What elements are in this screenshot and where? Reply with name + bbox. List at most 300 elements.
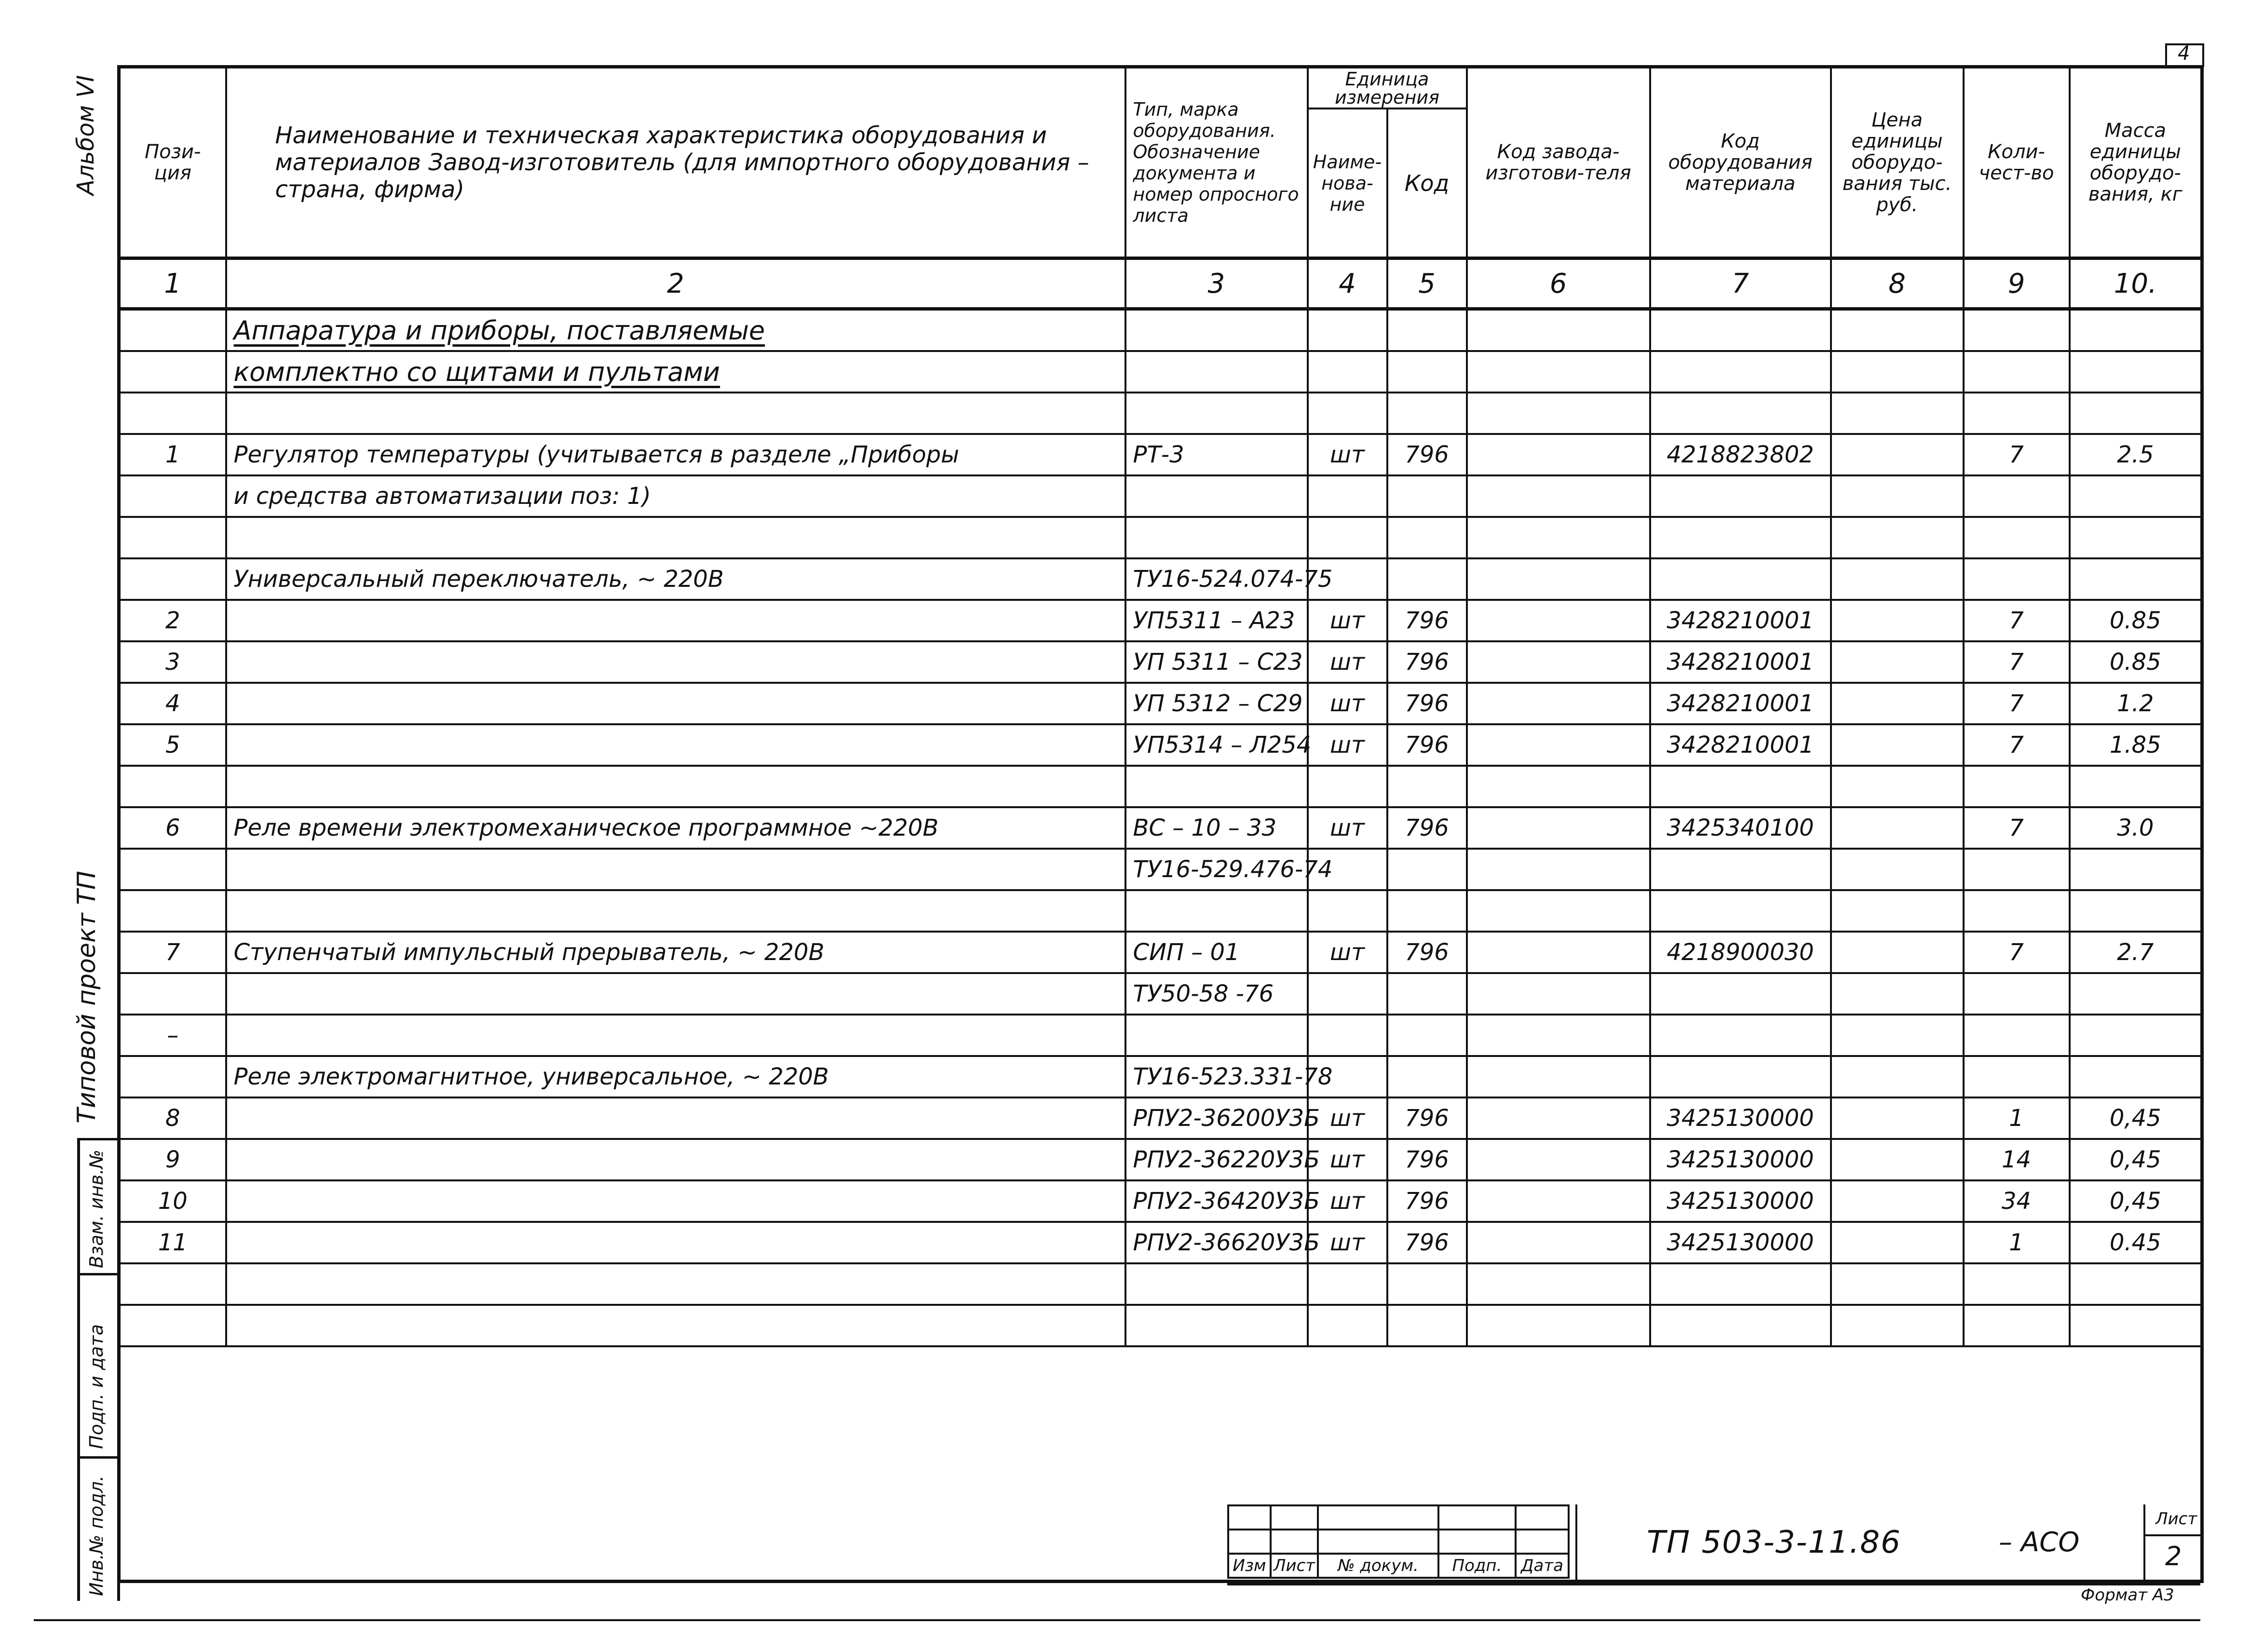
manufacturer-code-cell [1467, 393, 1650, 434]
quantity-cell [1964, 766, 2070, 807]
album-label: Альбом VI [72, 75, 99, 195]
unit-code-cell [1387, 890, 1467, 932]
price-cell [1831, 600, 1964, 641]
column-number: 6 [1467, 258, 1650, 309]
unit-code-cell: 796 [1387, 724, 1467, 766]
unit-name-cell: шт [1308, 807, 1387, 849]
column-number: 3 [1125, 258, 1308, 309]
mass-cell: 1.85 [2070, 724, 2202, 766]
name-cell: Универсальный переключатель, ~ 220В [226, 558, 1125, 600]
sheet-number-box [2165, 43, 2204, 67]
type-cell: ТУ16-524.074-75 [1125, 558, 1308, 600]
unit-name-cell: шт [1308, 600, 1387, 641]
equipment-code-cell [1650, 558, 1831, 600]
specification-table [117, 65, 2204, 1583]
equipment-code-cell [1650, 517, 1831, 558]
column-number: 10. [2070, 258, 2202, 309]
unit-name-cell: шт [1308, 724, 1387, 766]
name-cell [226, 351, 1125, 393]
price-cell [1831, 683, 1964, 724]
unit-name-cell: шт [1308, 641, 1387, 683]
table-row [119, 890, 2202, 932]
price-cell [1831, 475, 1964, 517]
mass-cell [2070, 890, 2202, 932]
unit-code-cell [1387, 973, 1467, 1015]
unit-code-cell [1387, 1015, 1467, 1056]
type-cell [1125, 393, 1308, 434]
manufacturer-code-cell [1467, 475, 1650, 517]
quantity-cell: 34 [1964, 1180, 2070, 1222]
header-mass: Масса единицы оборудо-вания, кг [2070, 67, 2202, 258]
position-cell [119, 1263, 226, 1305]
name-cell [226, 1305, 1125, 1346]
unit-code-cell: 796 [1387, 1222, 1467, 1263]
equipment-code-cell: 3425130000 [1650, 1222, 1831, 1263]
price-cell [1831, 517, 1964, 558]
manufacturer-code-cell [1467, 1305, 1650, 1346]
unit-name-cell [1308, 351, 1387, 393]
type-cell: ТУ50-58 -76 [1125, 973, 1308, 1015]
table-row [119, 475, 2202, 517]
column-number-row [119, 258, 2202, 309]
unit-code-cell [1387, 558, 1467, 600]
position-cell: 10 [119, 1180, 226, 1222]
price-cell [1831, 1015, 1964, 1056]
equipment-code-cell: 3425130000 [1650, 1139, 1831, 1180]
header-qty: Коли-чест-во [1964, 67, 2070, 258]
quantity-cell: 1 [1964, 1222, 2070, 1263]
price-cell [1831, 434, 1964, 475]
mass-cell: 2.5 [2070, 434, 2202, 475]
price-cell [1831, 890, 1964, 932]
price-cell [1831, 1097, 1964, 1139]
sheet-cell-hline [2143, 1534, 2200, 1536]
unit-name-cell: шт [1308, 1139, 1387, 1180]
header-unit-code: Код [1387, 108, 1467, 258]
type-cell: УП 5311 – С23 [1125, 641, 1308, 683]
name-cell [226, 517, 1125, 558]
position-cell: – [119, 1015, 226, 1056]
stamp-cell-inv: Инв.№ подл. [86, 1475, 107, 1596]
table-row [119, 807, 2202, 849]
title-block [1227, 1504, 2200, 1605]
position-cell: 9 [119, 1139, 226, 1180]
type-cell: РПУ2-36420У3Б [1125, 1180, 1308, 1222]
name-cell [226, 683, 1125, 724]
price-cell [1831, 807, 1964, 849]
table-row [119, 1180, 2202, 1222]
position-cell: 4 [119, 683, 226, 724]
name-cell [226, 890, 1125, 932]
position-cell: 3 [119, 641, 226, 683]
manufacturer-code-cell [1467, 434, 1650, 475]
position-cell: 1 [119, 434, 226, 475]
position-cell [119, 973, 226, 1015]
header-pos: Пози-ция [119, 67, 226, 258]
price-cell [1831, 641, 1964, 683]
type-cell: ТУ16-523.331-78 [1125, 1056, 1308, 1097]
document-designation: ТП 503-3-11.86 [1647, 1525, 1901, 1560]
quantity-cell [1964, 393, 2070, 434]
manufacturer-code-cell [1467, 1263, 1650, 1305]
equipment-code-cell [1650, 393, 1831, 434]
manufacturer-code-cell [1467, 1139, 1650, 1180]
quantity-cell [1964, 309, 2070, 352]
unit-name-cell [1308, 393, 1387, 434]
name-cell [226, 973, 1125, 1015]
rev-label-sign: Подп. [1438, 1554, 1516, 1578]
column-number: 8 [1831, 258, 1964, 309]
manufacturer-code-cell [1467, 1015, 1650, 1056]
stamp-top-line [77, 1138, 120, 1140]
quantity-cell: 7 [1964, 724, 2070, 766]
specification-body [119, 258, 2202, 1582]
unit-name-cell: шт [1308, 1222, 1387, 1263]
equipment-code-cell: 3428210001 [1650, 683, 1831, 724]
position-cell: 6 [119, 807, 226, 849]
manufacturer-code-cell [1467, 1222, 1650, 1263]
type-cell [1125, 890, 1308, 932]
mass-cell [2070, 475, 2202, 517]
unit-name-cell [1308, 973, 1387, 1015]
mass-cell: 3.0 [2070, 807, 2202, 849]
quantity-cell [1964, 849, 2070, 890]
price-cell [1831, 724, 1964, 766]
unit-name-cell: шт [1308, 1180, 1387, 1222]
name-cell [226, 393, 1125, 434]
unit-code-cell: 796 [1387, 1180, 1467, 1222]
header-name: Наименование и техническая характеристика оборудования и материалов Завод-изготовитель (для импортного оборудования – страна, фирма) [226, 67, 1125, 258]
header-unit-name: Наиме-нова-ние [1308, 108, 1387, 258]
position-cell [119, 351, 226, 393]
mass-cell [2070, 1056, 2202, 1097]
unit-code-cell [1387, 475, 1467, 517]
manufacturer-code-cell [1467, 683, 1650, 724]
unit-name-cell [1308, 890, 1387, 932]
equipment-code-cell: 3428210001 [1650, 724, 1831, 766]
column-number: 2 [226, 258, 1125, 309]
name-cell [226, 1139, 1125, 1180]
equipment-code-cell: 4218823802 [1650, 434, 1831, 475]
name-cell: Регулятор температуры (учитывается в разделе „Приборы [226, 434, 1125, 475]
header-equipment-code: Код оборудования материала [1650, 67, 1831, 258]
position-cell [119, 766, 226, 807]
name-cell: и средства автоматизации поз: 1) [226, 475, 1125, 517]
manufacturer-code-cell [1467, 807, 1650, 849]
mass-cell [2070, 393, 2202, 434]
quantity-cell: 14 [1964, 1139, 2070, 1180]
position-cell [119, 393, 226, 434]
position-cell: 5 [119, 724, 226, 766]
table-row [119, 600, 2202, 641]
position-cell [119, 890, 226, 932]
quantity-cell: 7 [1964, 683, 2070, 724]
manufacturer-code-cell [1467, 890, 1650, 932]
unit-name-cell: шт [1308, 932, 1387, 973]
unit-name-cell: шт [1308, 434, 1387, 475]
type-cell [1125, 351, 1308, 393]
name-cell [226, 849, 1125, 890]
unit-name-cell: шт [1308, 1097, 1387, 1139]
stamp-cell-sign: Подп. и дата [86, 1324, 107, 1449]
type-cell: УП5311 – А23 [1125, 600, 1308, 641]
mass-cell [2070, 1015, 2202, 1056]
position-cell [119, 475, 226, 517]
type-cell: РПУ2-36620У3Б [1125, 1222, 1308, 1263]
position-cell [119, 1056, 226, 1097]
manufacturer-code-cell [1467, 1056, 1650, 1097]
manufacturer-code-cell [1467, 932, 1650, 973]
mass-cell: 0.85 [2070, 600, 2202, 641]
project-label: Типовой проект ТП [72, 870, 101, 1124]
quantity-cell [1964, 475, 2070, 517]
price-cell [1831, 1222, 1964, 1263]
equipment-code-cell [1650, 890, 1831, 932]
name-cell [226, 724, 1125, 766]
equipment-code-cell: 4218900030 [1650, 932, 1831, 973]
table-row [119, 1305, 2202, 1346]
unit-code-cell: 796 [1387, 641, 1467, 683]
table-row [119, 932, 2202, 973]
table-row [119, 849, 2202, 890]
rev-label-date: Дата [1516, 1554, 1569, 1578]
stamp-div-1 [77, 1273, 120, 1275]
format-label: Формат А3 [2081, 1585, 2174, 1605]
price-cell [1831, 1263, 1964, 1305]
table-row [119, 1263, 2202, 1305]
table-row [119, 641, 2202, 683]
table-row [119, 393, 2202, 434]
revision-grid [1227, 1504, 1570, 1579]
unit-name-cell [1308, 517, 1387, 558]
position-cell [119, 849, 226, 890]
column-number: 7 [1650, 258, 1831, 309]
price-cell [1831, 558, 1964, 600]
mass-cell: 0.45 [2070, 1222, 2202, 1263]
equipment-code-cell: 3425340100 [1650, 807, 1831, 849]
quantity-cell [1964, 973, 2070, 1015]
mass-cell [2070, 766, 2202, 807]
quantity-cell [1964, 890, 2070, 932]
manufacturer-code-cell [1467, 641, 1650, 683]
price-cell [1831, 1139, 1964, 1180]
mass-cell [2070, 849, 2202, 890]
equipment-code-cell [1650, 1263, 1831, 1305]
quantity-cell [1964, 558, 2070, 600]
price-cell [1831, 351, 1964, 393]
table-row [119, 517, 2202, 558]
table-row [119, 1139, 2202, 1180]
name-cell [226, 1097, 1125, 1139]
unit-code-cell [1387, 309, 1467, 352]
column-number: 9 [1964, 258, 2070, 309]
price-cell [1831, 1305, 1964, 1346]
quantity-cell [1964, 1305, 2070, 1346]
price-cell [1831, 1180, 1964, 1222]
header-price: Цена единицы оборудо-вания тыс. руб. [1831, 67, 1964, 258]
table-row [119, 1222, 2202, 1263]
manufacturer-code-cell [1467, 309, 1650, 352]
manufacturer-code-cell [1467, 600, 1650, 641]
mass-cell [2070, 558, 2202, 600]
quantity-cell: 7 [1964, 807, 2070, 849]
position-cell [119, 558, 226, 600]
position-cell [119, 309, 226, 352]
manufacturer-code-cell [1467, 766, 1650, 807]
equipment-code-cell [1650, 475, 1831, 517]
manufacturer-code-cell [1467, 973, 1650, 1015]
equipment-code-cell: 3428210001 [1650, 600, 1831, 641]
quantity-cell [1964, 1015, 2070, 1056]
equipment-code-cell: 3428210001 [1650, 641, 1831, 683]
type-cell [1125, 1263, 1308, 1305]
manufacturer-code-cell [1467, 1180, 1650, 1222]
position-cell: 2 [119, 600, 226, 641]
stamp-cell-replace: Взам. инв.№ [86, 1150, 107, 1268]
name-cell [226, 1222, 1125, 1263]
unit-code-cell: 796 [1387, 1097, 1467, 1139]
type-cell: ТУ16-529.476-74 [1125, 849, 1308, 890]
mass-cell [2070, 973, 2202, 1015]
manufacturer-code-cell [1467, 724, 1650, 766]
column-number: 4 [1308, 258, 1387, 309]
type-cell: УП5314 – Л254 [1125, 724, 1308, 766]
name-cell: Реле электромагнитное, универсальное, ~ 220В [226, 1056, 1125, 1097]
name-cell [226, 641, 1125, 683]
unit-code-cell [1387, 1263, 1467, 1305]
unit-code-cell: 796 [1387, 600, 1467, 641]
mass-cell: 0,45 [2070, 1180, 2202, 1222]
sheet-label: Лист [2155, 1509, 2197, 1529]
rev-label-change: Изм [1228, 1554, 1271, 1578]
unit-name-cell: шт [1308, 683, 1387, 724]
name-cell [226, 1015, 1125, 1056]
sheet-cell-divider [2143, 1504, 2145, 1583]
header-unit-group: Единица измерения [1308, 67, 1467, 109]
price-cell [1831, 973, 1964, 1015]
unit-code-cell [1387, 1305, 1467, 1346]
table-row [119, 1015, 2202, 1056]
quantity-cell: 7 [1964, 600, 2070, 641]
quantity-cell: 7 [1964, 641, 2070, 683]
price-cell [1831, 393, 1964, 434]
column-number: 5 [1387, 258, 1467, 309]
quantity-cell: 1 [1964, 1097, 2070, 1139]
name-cell: Реле времени электромеханическое программное ~220В [226, 807, 1125, 849]
mass-cell: 1.2 [2070, 683, 2202, 724]
unit-code-cell: 796 [1387, 1139, 1467, 1180]
mass-cell [2070, 1263, 2202, 1305]
unit-name-cell [1308, 475, 1387, 517]
mass-cell [2070, 1305, 2202, 1346]
manufacturer-code-cell [1467, 1097, 1650, 1139]
table-row [119, 434, 2202, 475]
left-frame-line [77, 1138, 80, 1601]
price-cell [1831, 309, 1964, 352]
name-cell: Ступенчатый импульсный прерыватель, ~ 220В [226, 932, 1125, 973]
type-cell: ВС – 10 – 33 [1125, 807, 1308, 849]
equipment-code-cell [1650, 351, 1831, 393]
equipment-code-cell [1650, 973, 1831, 1015]
sheet-number-top: 4 [2178, 42, 2190, 65]
type-cell [1125, 766, 1308, 807]
type-cell: РТ-3 [1125, 434, 1308, 475]
table-row [119, 1097, 2202, 1139]
title-divider [1575, 1504, 1577, 1583]
manufacturer-code-cell [1467, 351, 1650, 393]
mass-cell: 2.7 [2070, 932, 2202, 973]
mass-cell: 0.85 [2070, 641, 2202, 683]
price-cell [1831, 849, 1964, 890]
quantity-cell [1964, 517, 2070, 558]
unit-code-cell [1387, 393, 1467, 434]
table-row [119, 724, 2202, 766]
unit-name-cell [1308, 309, 1387, 352]
unit-code-cell [1387, 849, 1467, 890]
position-cell [119, 1305, 226, 1346]
stamp-div-2 [77, 1456, 120, 1459]
name-cell [226, 309, 1125, 352]
mass-cell [2070, 517, 2202, 558]
position-cell [119, 517, 226, 558]
mass-cell: 0,45 [2070, 1139, 2202, 1180]
quantity-cell: 7 [1964, 932, 2070, 973]
unit-name-cell [1308, 1015, 1387, 1056]
price-cell [1831, 1056, 1964, 1097]
position-cell: 8 [119, 1097, 226, 1139]
rev-label-doc: № докум. [1318, 1554, 1438, 1578]
equipment-code-cell [1650, 1015, 1831, 1056]
type-cell: СИП – 01 [1125, 932, 1308, 973]
equipment-code-cell [1650, 309, 1831, 352]
rev-label-sheet: Лист [1271, 1554, 1318, 1578]
unit-code-cell: 796 [1387, 683, 1467, 724]
unit-code-cell: 796 [1387, 434, 1467, 475]
table-row [119, 1056, 2202, 1097]
manufacturer-code-cell [1467, 558, 1650, 600]
mass-cell [2070, 351, 2202, 393]
unit-name-cell [1308, 766, 1387, 807]
document-suffix: – АСО [1999, 1527, 2080, 1558]
title-bottom-line [1227, 1583, 2200, 1585]
table-row [119, 766, 2202, 807]
type-cell [1125, 517, 1308, 558]
equipment-code-cell [1650, 849, 1831, 890]
unit-name-cell [1308, 1263, 1387, 1305]
table-row [119, 683, 2202, 724]
column-number: 1 [119, 258, 226, 309]
type-cell [1125, 1305, 1308, 1346]
quantity-cell [1964, 1056, 2070, 1097]
name-cell [226, 600, 1125, 641]
bottom-frame-line [34, 1619, 2200, 1621]
unit-code-cell: 796 [1387, 807, 1467, 849]
equipment-code-cell: 3425130000 [1650, 1097, 1831, 1139]
type-cell: РПУ2-36220У3Б [1125, 1139, 1308, 1180]
manufacturer-code-cell [1467, 849, 1650, 890]
type-cell: РПУ2-36200У3Б [1125, 1097, 1308, 1139]
price-cell [1831, 766, 1964, 807]
type-cell [1125, 475, 1308, 517]
table-row [119, 558, 2202, 600]
equipment-code-cell [1650, 1305, 1831, 1346]
mass-cell: 0,45 [2070, 1097, 2202, 1139]
equipment-code-cell [1650, 766, 1831, 807]
unit-code-cell [1387, 1056, 1467, 1097]
type-cell [1125, 1015, 1308, 1056]
table-row [119, 309, 2202, 352]
equipment-code-cell: 3425130000 [1650, 1180, 1831, 1222]
